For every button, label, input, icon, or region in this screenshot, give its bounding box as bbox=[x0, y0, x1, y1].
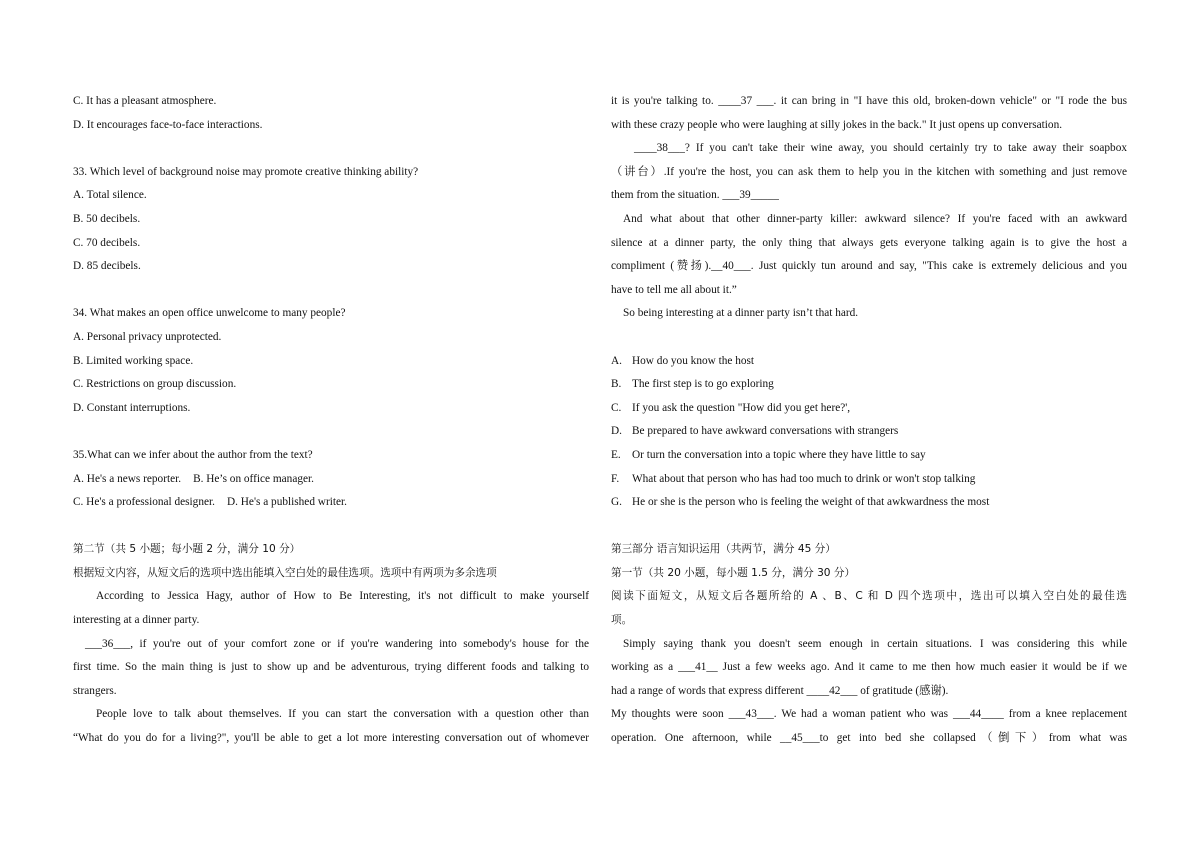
section1-title: 第一节（共 20 小题，每小题 1.5 分，满分 30 分） bbox=[611, 566, 856, 579]
right-column bbox=[611, 90, 1127, 751]
section2-title: 第二节（共 5 小题；每小题 2 分，满分 10 分） bbox=[73, 543, 301, 556]
option-text: How do you know the host bbox=[632, 354, 755, 367]
passage-line: them from the situation. ___39_____ bbox=[611, 189, 779, 202]
part3-title: 第三部分 语言知识运用（共两节，满分 45 分） bbox=[611, 543, 836, 556]
q34-option-b: B. Limited working space. bbox=[73, 354, 194, 367]
passage-line: operation. One afternoon, while __45___to get into bed she collapsed（倒下）from what was bbox=[611, 732, 1127, 745]
option-b bbox=[611, 373, 1127, 397]
q35-option-c: C. He's a professional designer. bbox=[73, 496, 215, 509]
q33-option-d: D. 85 decibels. bbox=[73, 260, 141, 273]
passage-line: had a range of words that express different ____42___ of gratitude (感谢). bbox=[611, 684, 949, 697]
option-f bbox=[611, 468, 1127, 492]
option-key: B. bbox=[611, 378, 622, 391]
option-c bbox=[611, 397, 1127, 421]
option-text: Be prepared to have awkward conversations with strangers bbox=[632, 425, 899, 438]
passage-line: According to Jessica Hagy, author of How to Be Interesting, it's not difficult to make yourself bbox=[96, 590, 589, 603]
option-key: F. bbox=[611, 472, 620, 485]
q35-option-d: D. He's a published writer. bbox=[226, 496, 347, 509]
q34-stem: 34. What makes an open office unwelcome to many people? bbox=[73, 307, 346, 320]
q32-option-d: D. It encourages face-to-face interactions. bbox=[73, 118, 263, 131]
q34-option-a: A. Personal privacy unprotected. bbox=[73, 330, 222, 343]
option-text: Or turn the conversation into a topic where they have little to say bbox=[632, 448, 926, 461]
option-text: What about that person who has had too much to drink or won't stop talking bbox=[632, 472, 976, 485]
section2-instructions: 根据短文内容，从短文后的选项中选出能填入空白处的最佳选项。选项中有两项为多余选项 bbox=[73, 566, 497, 579]
passage-line: So being interesting at a dinner party isn’t that hard. bbox=[623, 307, 859, 320]
option-a bbox=[611, 350, 1127, 374]
option-text: He or she is the person who is feeling the weight of that awkwardness the most bbox=[632, 496, 990, 509]
option-e bbox=[611, 444, 1127, 468]
passage-line: strangers. bbox=[73, 684, 117, 697]
left-column bbox=[73, 90, 589, 751]
section1-instructions: 阅读下面短文，从短文后各题所给的 A 、B、C 和 D 四个选项中，选出可以填入空白处的最佳选 bbox=[611, 590, 1127, 603]
q33-option-b: B. 50 decibels. bbox=[73, 212, 141, 225]
q34-option-c: C. Restrictions on group discussion. bbox=[73, 378, 237, 391]
q35-option-a: A. He's a news reporter. bbox=[73, 472, 182, 485]
passage-line: （讲台）.If you're the host, you can ask them to help you in the kitchen with something and just remove bbox=[611, 165, 1127, 178]
option-key: C. bbox=[611, 401, 622, 414]
passage-line: ____38___? If you can't take their wine away, you should certainly try to take away their soapbox bbox=[634, 142, 1127, 155]
passage-line: People love to talk about themselves. If you can start the conversation with a question other than bbox=[96, 708, 589, 721]
passage-line: compliment (赞扬).__40___. Just quickly tun around and say, "This cake is extremely delicious and you bbox=[611, 260, 1127, 273]
q34-option-d: D. Constant interruptions. bbox=[73, 401, 191, 414]
option-d bbox=[611, 420, 1127, 444]
q33-stem: 33. Which level of background noise may promote creative thinking ability? bbox=[73, 165, 419, 178]
passage-line: My thoughts were soon ___43___. We had a woman patient who was ___44____ from a knee replacement bbox=[611, 708, 1127, 721]
q32-option-c: C. It has a pleasant atmosphere. bbox=[73, 95, 217, 107]
section1-instructions-cont: 项。 bbox=[611, 614, 633, 627]
passage-line: silence at a dinner party, the only thing that always gets everyone talking again is to give the host a bbox=[611, 236, 1127, 249]
option-key: A. bbox=[611, 354, 622, 367]
passage-line: working as a ___41__ Just a few weeks ago. And it came to me then how much easier it would be if we bbox=[611, 661, 1127, 674]
option-key: E. bbox=[611, 448, 621, 461]
passage-line: ___36___, if you're out of your comfort zone or if you're wandering into somebody's house for the bbox=[85, 637, 589, 650]
passage-line: “What do you do for a living?", you'll be able to get a lot more interesting conversation out of whomever bbox=[73, 732, 589, 745]
option-key: G. bbox=[611, 496, 622, 509]
passage-line: first time. So the main thing is just to show up and be adventurous, trying different foods and talking to bbox=[73, 661, 589, 674]
passage-line: And what about that other dinner-party killer: awkward silence? If you're faced with an awkward bbox=[623, 212, 1127, 225]
q35-options-ab bbox=[73, 468, 589, 492]
q35-option-b: B. He’s on office manager. bbox=[193, 472, 314, 485]
q35-options-cd bbox=[73, 491, 589, 515]
passage-line: interesting at a dinner party. bbox=[73, 614, 200, 627]
option-g bbox=[611, 491, 1127, 515]
passage-line: have to tell me all about it.” bbox=[611, 283, 737, 296]
passage-line: with these crazy people who were laughing at silly jokes in the back." It just opens up conversation. bbox=[611, 118, 1063, 131]
q35-stem: 35.What can we infer about the author from the text? bbox=[73, 448, 313, 461]
q33-option-c: C. 70 decibels. bbox=[73, 236, 141, 249]
option-text: The first step is to go exploring bbox=[632, 378, 774, 391]
option-text: If you ask the question "How did you get here?', bbox=[632, 401, 851, 414]
q33-option-a: A. Total silence. bbox=[73, 189, 147, 202]
passage-line: Simply saying thank you doesn't seem enough in certain situations. I was considering this while bbox=[623, 637, 1127, 650]
passage-line: it is you're talking to. ____37 ___. it can bring in "I have this old, broken-down vehicle" or "I rode the bus bbox=[611, 95, 1127, 107]
option-key: D. bbox=[611, 425, 622, 438]
